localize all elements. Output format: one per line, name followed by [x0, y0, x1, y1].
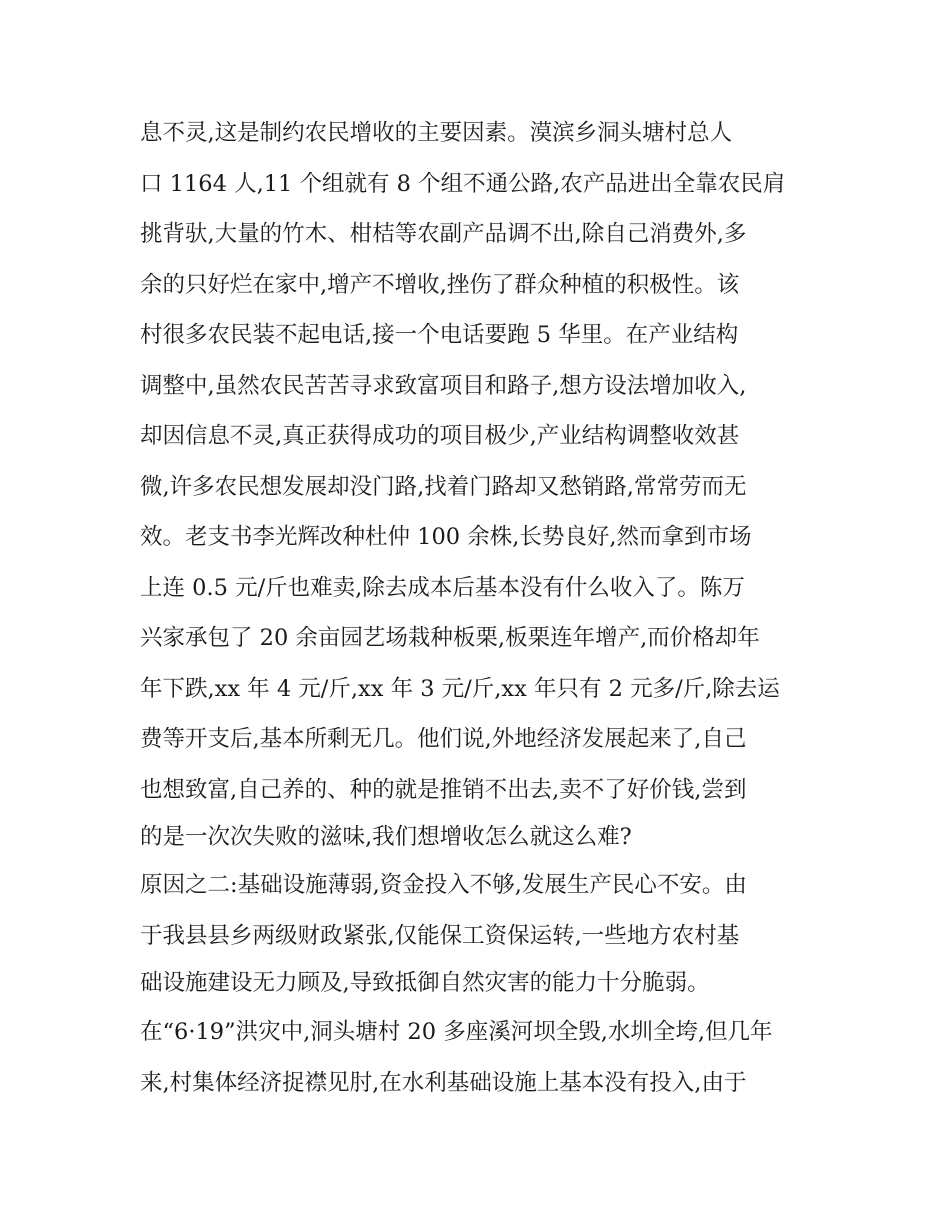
text-line: 在“6·19”洪灾中,洞头塘村 20 多座溪河坝全毁,水圳全垮,但几年 — [140, 1019, 773, 1045]
text-line: 费等开支后,基本所剩无几。他们说,外地经济发展起来了,自己 — [140, 726, 747, 752]
text-line: 来,村集体经济捉襟见肘,在水利基础设施上基本没有投入,由于 — [140, 1070, 747, 1096]
body-text — [140, 108, 820, 1109]
text-line: 础设施建设无力顾及,导致抵御自然灾害的能力十分脆弱。 — [140, 970, 710, 996]
text-line: 息不灵,这是制约农民增收的主要因素。漠滨乡洞头塘村总人 — [140, 120, 733, 146]
text-line: 口 1164 人,11 个组就有 8 个组不通公路,农产品进出全靠农民肩 — [140, 170, 786, 197]
text-line: 年下跌,xx 年 4 元/斤,xx 年 3 元/斤,xx 年只有 2 元多/斤,除去运 — [140, 675, 780, 702]
text-line: 挑背驮,大量的竹木、柑桔等农副产品调不出,除自己消费外,多 — [140, 221, 747, 247]
text-line: 微,许多农民想发展却没门路,找着门路却又愁销路,常常劳而无 — [140, 473, 747, 500]
text-line: 上连 0.5 元/斤也难卖,除去成本后基本没有什么收入了。陈万 — [140, 574, 745, 601]
text-line: 于我县县乡两级财政紧张,仅能保工资保运转,一些地方农村基 — [140, 922, 740, 949]
text-line: 调整中,虽然农民苦苦寻求致富项目和路子,想方设法增加收入, — [140, 372, 747, 399]
text-line: 余的只好烂在家中,增产不增收,挫伤了群众种植的积极性。该 — [140, 271, 740, 298]
text-line: 兴家承包了 20 余亩园艺场栽种板栗,板栗连年增产,而价格却年 — [140, 625, 760, 651]
text-line: 的是一次次失败的滋味,我们想增收怎么就这么难? — [140, 824, 632, 850]
text-line: 效。老支书李光辉改种杜仲 100 余株,长势良好,然而拿到市场 — [140, 524, 752, 550]
text-line: 原因之二:基础设施薄弱,资金投入不够,发展生产民心不安。由 — [140, 872, 747, 898]
text-line: 村很多农民装不起电话,接一个电话要跑 5 华里。在产业结构 — [140, 322, 739, 348]
text-line: 也想致富,自己养的、种的就是推销不出去,卖不了好价钱,尝到 — [140, 776, 747, 803]
text-line: 却因信息不灵,真正获得成功的项目极少,产业结构调整收效甚 — [140, 423, 740, 449]
